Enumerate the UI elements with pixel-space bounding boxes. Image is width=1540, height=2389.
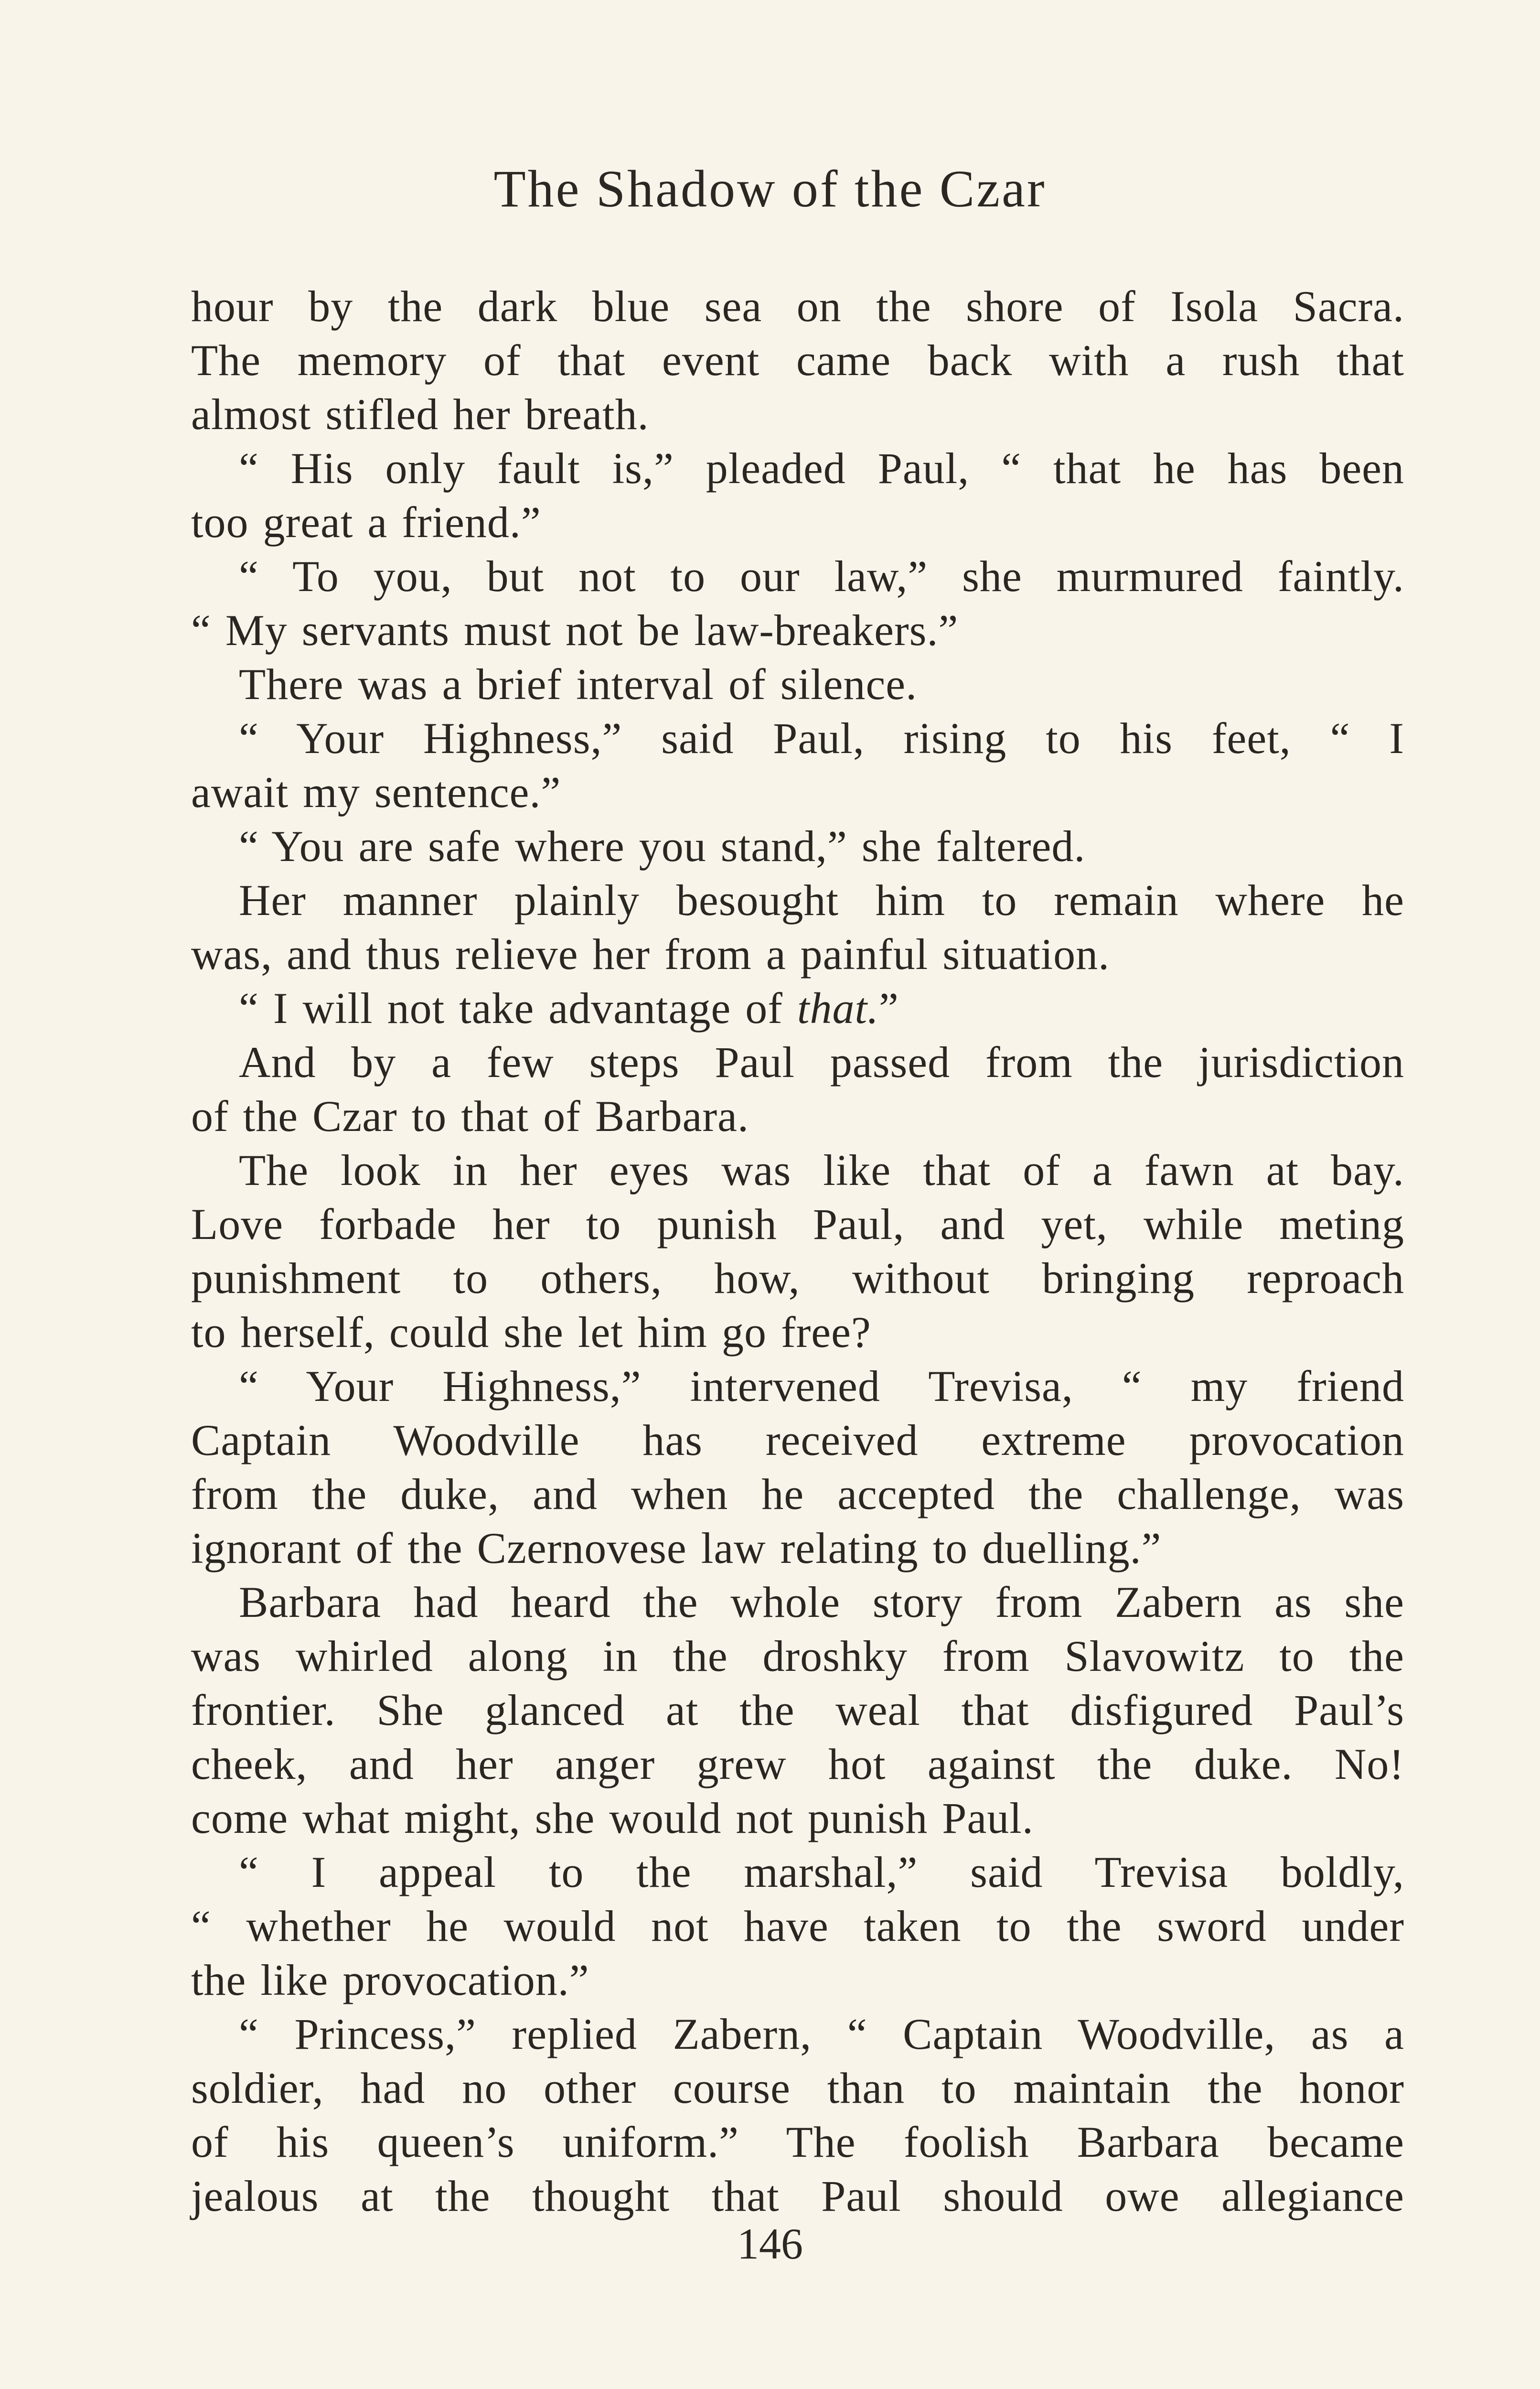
text-line-content: Captain Woodville has received extreme provocation <box>191 1416 1404 1464</box>
text-line-content: Barbara had heard the whole story from Zabern as she <box>239 1578 1404 1626</box>
text-line <box>191 1305 1404 1359</box>
text-line-content: punishment to others, how, without bringing reproach <box>191 1254 1404 1302</box>
text-line-content: the like provocation.” <box>191 1956 589 2004</box>
text-line <box>191 711 1404 765</box>
page-number: 146 <box>737 2219 803 2268</box>
text-line-content: was, and thus relieve her from a painful situation. <box>191 930 1110 979</box>
text-line-content: from the duke, and when he accepted the challenge, was <box>191 1470 1404 1518</box>
text-line <box>191 1035 1404 1089</box>
text-line <box>191 873 1404 927</box>
text-line-content: “ Princess,” replied Zabern, “ Captain Woodville, as a <box>239 2010 1404 2058</box>
body-text <box>191 280 1404 2223</box>
text-line <box>191 765 1404 819</box>
text-line-content: frontier. She glanced at the weal that disfigured Paul’s <box>191 1686 1404 1734</box>
text-line-content: Love forbade her to punish Paul, and yet, while meting <box>191 1200 1404 1248</box>
text-line-content: And by a few steps Paul passed from the jurisdiction <box>239 1038 1404 1087</box>
closing-quote: ” <box>879 984 899 1033</box>
text-line <box>191 981 1404 1035</box>
text-line <box>191 1197 1404 1251</box>
text-line-content: “ My servants must not be law-breakers.” <box>191 606 959 655</box>
text-line-content: “ His only fault is,” pleaded Paul, “ that he has been <box>239 444 1404 493</box>
text-line-content: jealous at the thought that Paul should owe allegiance <box>191 2172 1404 2220</box>
text-line-content: to herself, could she let him go free? <box>191 1308 871 1356</box>
text-line <box>191 1521 1404 1575</box>
text-line <box>191 1845 1404 1899</box>
text-line-content: The memory of that event came back with a rush that <box>191 336 1404 385</box>
text-line-content: There was a brief interval of silence. <box>239 660 918 709</box>
text-line <box>191 1575 1404 1629</box>
text-line <box>191 819 1404 873</box>
text-line <box>191 1899 1404 1953</box>
text-line-content: “ I appeal to the marshal,” said Trevisa boldly, <box>239 1848 1404 1896</box>
text-line-content: “ whether he would not have taken to the sword under <box>191 1902 1404 1950</box>
text-line <box>191 495 1404 549</box>
text-line <box>191 1143 1404 1197</box>
text-line <box>191 280 1404 334</box>
text-line-content: soldier, had no other course than to maintain the honor <box>191 2064 1404 2112</box>
text-line-content: “ To you, but not to our law,” she murmured faintly. <box>239 552 1404 601</box>
text-line <box>191 1737 1404 1791</box>
text-line <box>191 927 1404 981</box>
text-line <box>191 1467 1404 1521</box>
text-line <box>191 387 1404 441</box>
text-line <box>191 2007 1404 2061</box>
text-line <box>191 1791 1404 1845</box>
text-line-content: The look in her eyes was like that of a fawn at bay. <box>239 1146 1404 1194</box>
text-line <box>191 2169 1404 2223</box>
text-line <box>191 1953 1404 2007</box>
text-line-content: of the Czar to that of Barbara. <box>191 1092 749 1141</box>
text-line <box>191 657 1404 711</box>
text-line-content: Her manner plainly besought him to remain where he <box>239 876 1404 925</box>
text-line-content: of his queen’s uniform.” The foolish Barbara became <box>191 2118 1404 2166</box>
text-line-content: come what might, she would not punish Paul. <box>191 1794 1034 1842</box>
text-line <box>191 441 1404 495</box>
text-line-content: await my sentence.” <box>191 768 561 817</box>
text-line-content: “ You are safe where you stand,” she faltered. <box>239 822 1086 871</box>
text-line <box>191 334 1404 387</box>
text-line-content: ignorant of the Czernovese law relating to duelling.” <box>191 1524 1162 1572</box>
text-line <box>191 603 1404 657</box>
text-line-content: almost stifled her breath. <box>191 390 649 439</box>
text-line <box>191 2061 1404 2115</box>
text-line-content: was whirled along in the droshky from Slavowitz to the <box>191 1632 1404 1680</box>
text-line-content: “ I will not take advantage of <box>239 984 797 1033</box>
text-line <box>191 1683 1404 1737</box>
text-line <box>191 1629 1404 1683</box>
text-line <box>191 2115 1404 2169</box>
text-line-content: cheek, and her anger grew hot against the duke. No! <box>191 1740 1404 1788</box>
text-line-content: hour by the dark blue sea on the shore of Isola Sacra. <box>191 282 1404 331</box>
italic-emphasis: that. <box>797 984 879 1033</box>
running-head: The Shadow of the Czar <box>493 160 1047 218</box>
text-line-content: “ Your Highness,” intervened Trevisa, “ my friend <box>239 1362 1404 1410</box>
text-line <box>191 1251 1404 1305</box>
text-line <box>191 1359 1404 1413</box>
text-line <box>191 1413 1404 1467</box>
text-line-content: too great a friend.” <box>191 498 541 547</box>
text-line-content: “ Your Highness,” said Paul, rising to his feet, “ I <box>239 714 1404 763</box>
text-line <box>191 1089 1404 1143</box>
text-line <box>191 549 1404 603</box>
